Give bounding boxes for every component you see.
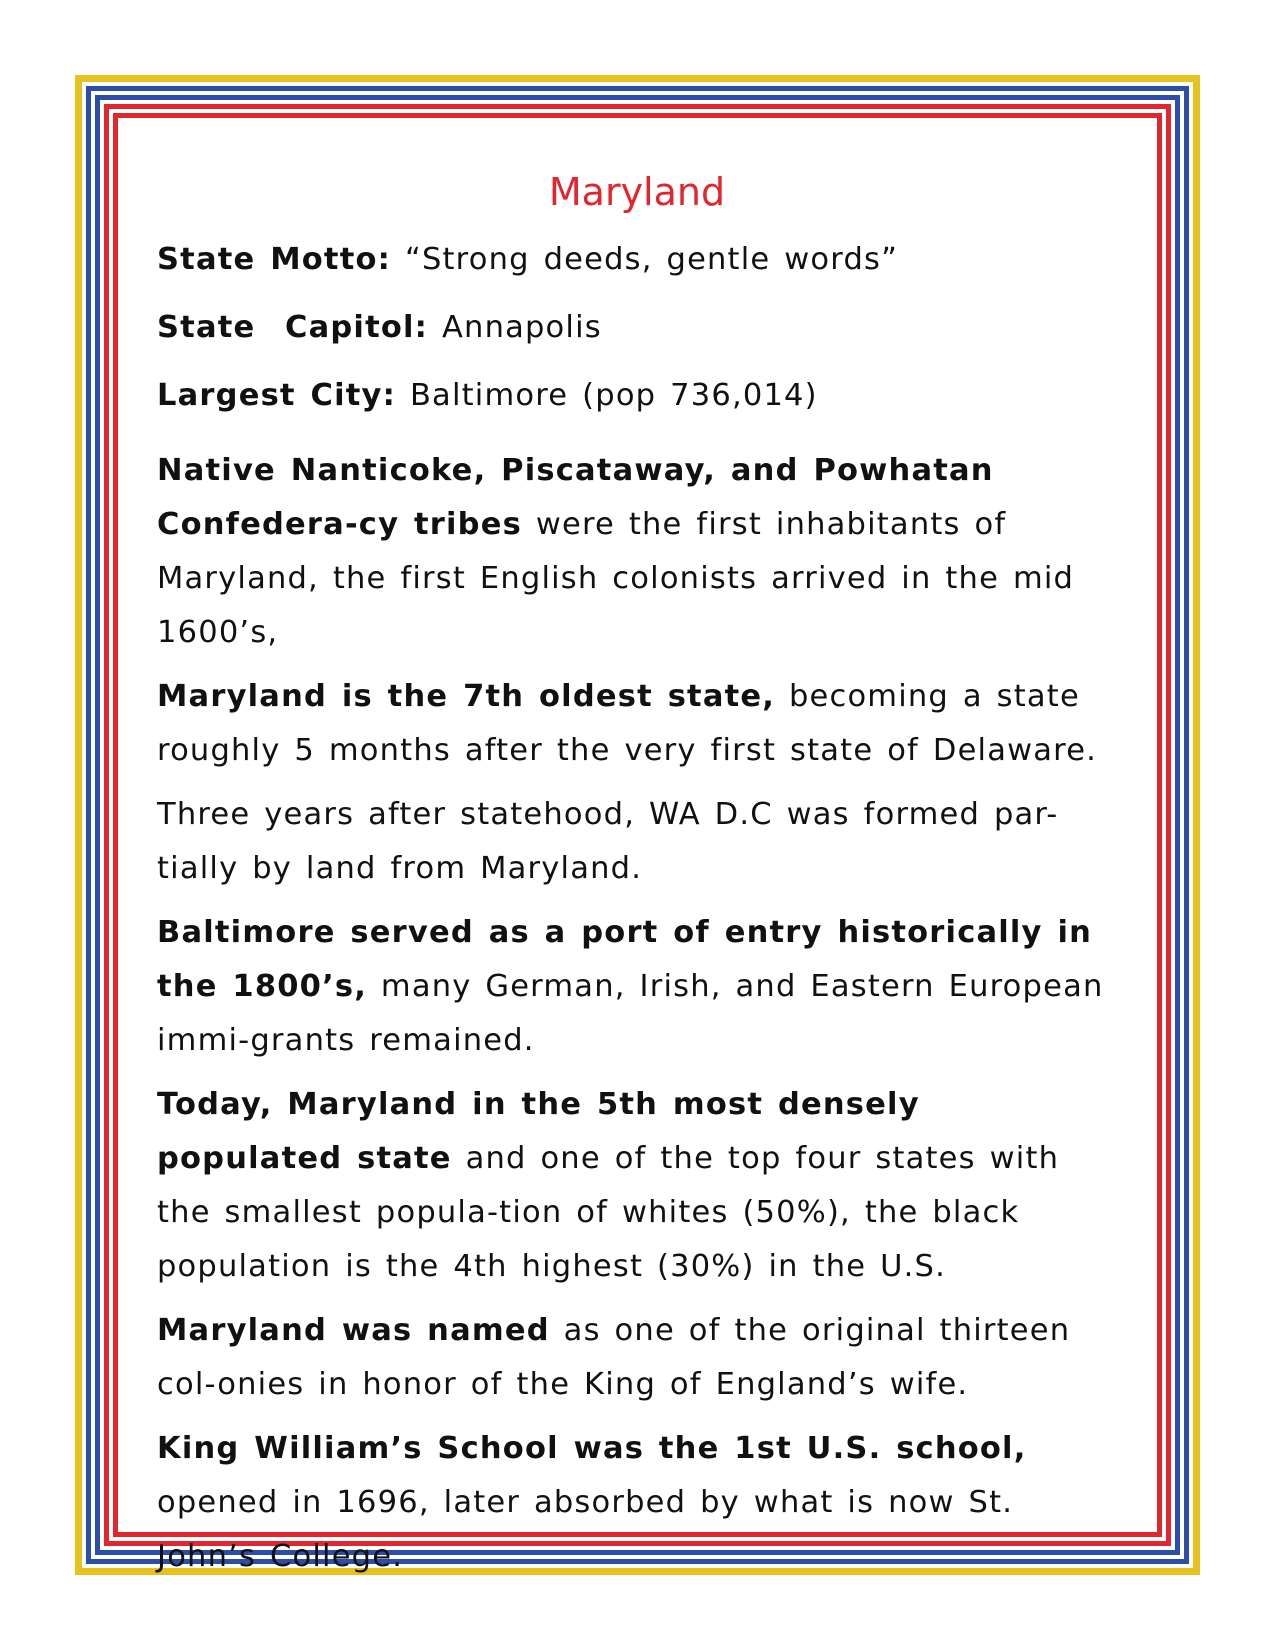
paragraph-bold-lead: Native Nanticoke, Piscataway, and Powhatan Confedera-cy tribes [157, 453, 994, 542]
state-capitol [157, 308, 1117, 348]
paragraph-name-origin [157, 1304, 1117, 1412]
state-motto-value: “Strong deeds, gentle words” [404, 242, 899, 277]
paragraph-dc-formed [157, 788, 1117, 896]
paragraph-text: were the first inhabitants of Maryland, the first English colonists arrived in the mid 1600’s, [157, 507, 1075, 650]
largest-city-value: Baltimore (pop 736,014) [409, 378, 818, 413]
paragraph-text: as one of the original thirteen col-onies in honor of the King of England’s wife. [157, 1313, 1071, 1402]
paragraph-bold-lead: King William’s School was the 1st U.S. school, [157, 1431, 1027, 1466]
paragraph-population [157, 1078, 1117, 1294]
paragraph-bold-lead: Maryland is the 7th oldest state, [157, 679, 776, 714]
page-content [157, 170, 1117, 1594]
page-title: Maryland [548, 170, 726, 214]
largest-city-label: Largest City: [157, 378, 397, 413]
paragraph-text: Three years after statehood, WA D.C was formed par-tially by land from Maryland. [157, 797, 1059, 886]
paragraph-bold-lead: Today, Maryland in the 5th most densely populated state [157, 1087, 920, 1176]
largest-city [157, 376, 1117, 416]
paragraph-bold-lead: Baltimore served as a port of entry historically in the 1800’s, [157, 915, 1093, 1004]
state-capitol-label: State Capitol: [157, 310, 429, 345]
paragraph-bold-lead: Maryland was named [157, 1313, 550, 1348]
paragraph-first-school [157, 1422, 1117, 1584]
paragraph-text: opened in 1696, later absorbed by what is now St. John’s College. [157, 1485, 1014, 1574]
paragraph-seventh-state [157, 670, 1117, 778]
state-motto [157, 240, 1117, 280]
paragraph-text: and one of the top four states with the smallest popula-tion of whites (50%), the black population is the 4th highest (30%) in the U.S. [157, 1141, 1060, 1284]
paragraph-text: becoming a state roughly 5 months after the very first state of Delaware. [157, 679, 1098, 768]
paragraph-text: many German, Irish, and Eastern European immi-grants remained. [157, 969, 1104, 1058]
state-motto-label: State Motto: [157, 242, 392, 277]
paragraph-baltimore-port [157, 906, 1117, 1068]
state-capitol-value: Annapolis [441, 310, 602, 345]
paragraph-native-tribes [157, 444, 1117, 660]
